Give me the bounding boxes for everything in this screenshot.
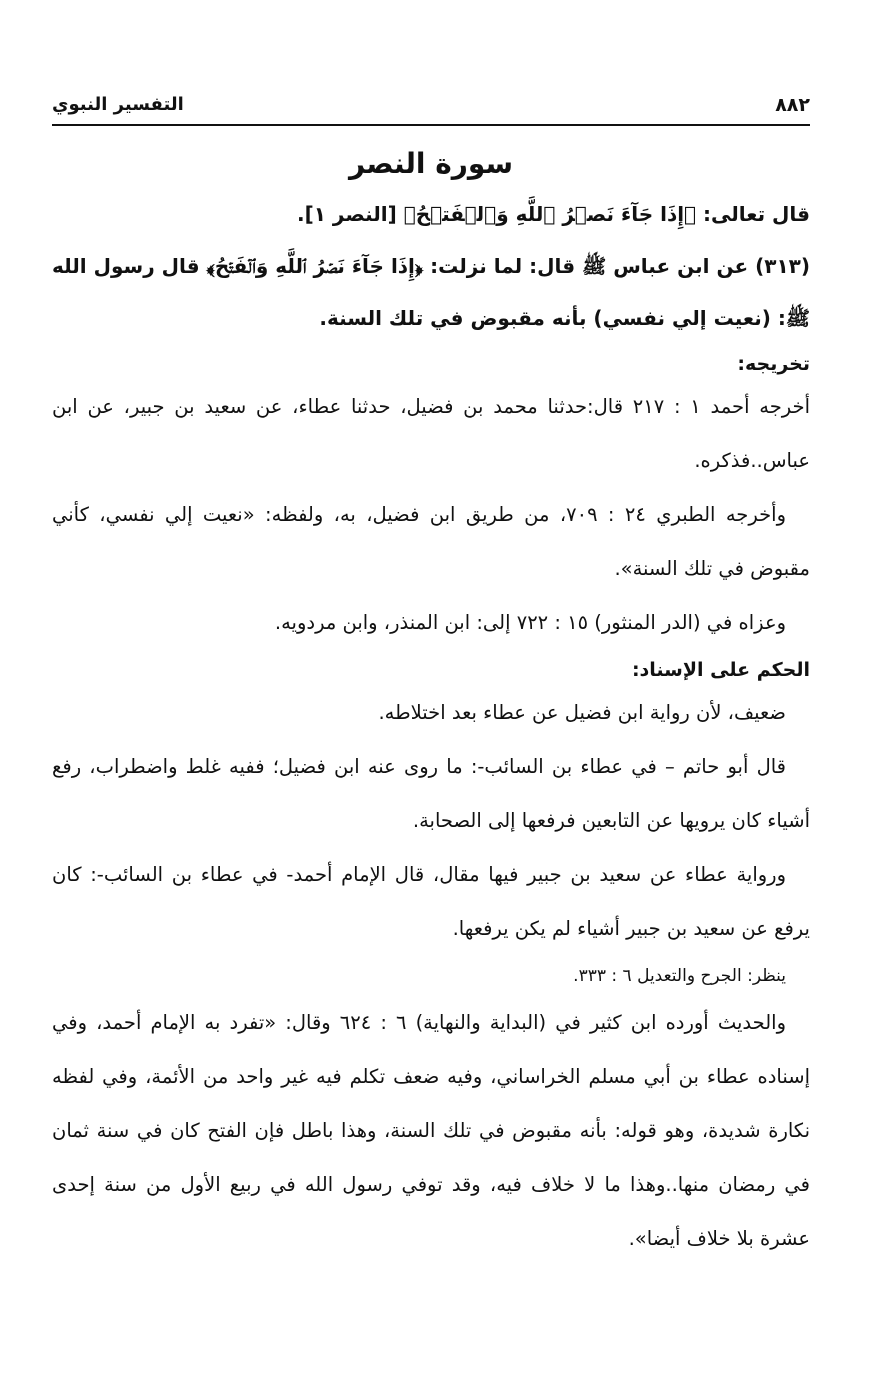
final-paragraph: والحديث أورده ابن كثير في (البداية والنهاية) ٦ : ٦٢٤ وقال: «تفرد به الإمام أحمد، وفي إسناده عطاء بن أبي مسلم الخراساني، وفيه ضعف تكلم فيه غير واحد من الأئمة، وفي لفظه نكارة شديدة، وهو قوله: بأنه مقبوض في تلك السنة، وهذا باطل فإن الفتح كان في سنة ثمان في رمضان منها..وهذا ما لا خلاف فيه، وقد توفي رسول الله في ربيع الأول من سنة إحدى عشرة بلا خلاف أيضا». — [52, 1011, 810, 1250]
verse-line: قال تعالى: ﴿إِذَا جَآءَ نَصۡرُ ٱللَّهِ وَٱلۡفَتۡحُ﴾ [النصر ١]. — [296, 202, 810, 226]
hukm-paragraph: ورواية عطاء عن سعيد بن جبير فيها مقال، قال الإمام أحمد- في عطاء بن السائب-: كان يرفع عن سعيد بن جبير أشياء لم يكن يرفعها. — [52, 863, 810, 940]
hukm-heading: الحكم على الإسناد: — [631, 659, 810, 681]
takhrij-paragraph: وأخرجه الطبري ٢٤ : ٧٠٩، من طريق ابن فضيل، به، ولفظه: «نعيت إلي نفسي، كأني مقبوض في تلك السنة». — [52, 503, 810, 580]
takhrij-paragraph: أخرجه أحمد ١ : ٢١٧ قال:حدثنا محمد بن فضيل، حدثنا عطاء، عن سعيد بن جبير، عن ابن عباس..فذكره. — [52, 395, 811, 472]
takhrij-heading: تخريجه: — [737, 353, 810, 375]
hukm-paragraph: ضعيف، لأن رواية ابن فضيل عن عطاء بعد اختلاطه. — [378, 701, 786, 724]
surah-title: سورة النصر — [348, 147, 514, 180]
page-number: ٨٨٢ — [775, 94, 810, 116]
hukm-paragraph: قال أبو حاتم – في عطاء بن السائب-: ما روى عنه ابن فضيل؛ ففيه غلط واضطراب، رفع أشياء كان يرويها عن التابعين فرفعها إلى الصحابة. — [52, 755, 810, 832]
running-title: التفسير النبوي — [52, 94, 184, 115]
hadith-text: (٣١٣) عن ابن عباس ﷺ قال: لما نزلت: ﴿إِذَا جَآءَ نَصۡرُ ٱللَّهِ وَٱلۡفَتۡحُ﴾ قال رسول الله ﷺ: (نعيت إلي نفسي) بأنه مقبوض في تلك السنة. — [52, 254, 810, 330]
takhrij-paragraph: وعزاه في (الدر المنثور) ١٥ : ٧٢٢ إلى: ابن المنذر، وابن مردويه. — [274, 611, 786, 634]
book-page — [52, 90, 810, 1266]
page-header — [52, 90, 810, 126]
reference-line: ينظر: الجرح والتعديل ٦ : ٣٣٣. — [573, 966, 786, 986]
